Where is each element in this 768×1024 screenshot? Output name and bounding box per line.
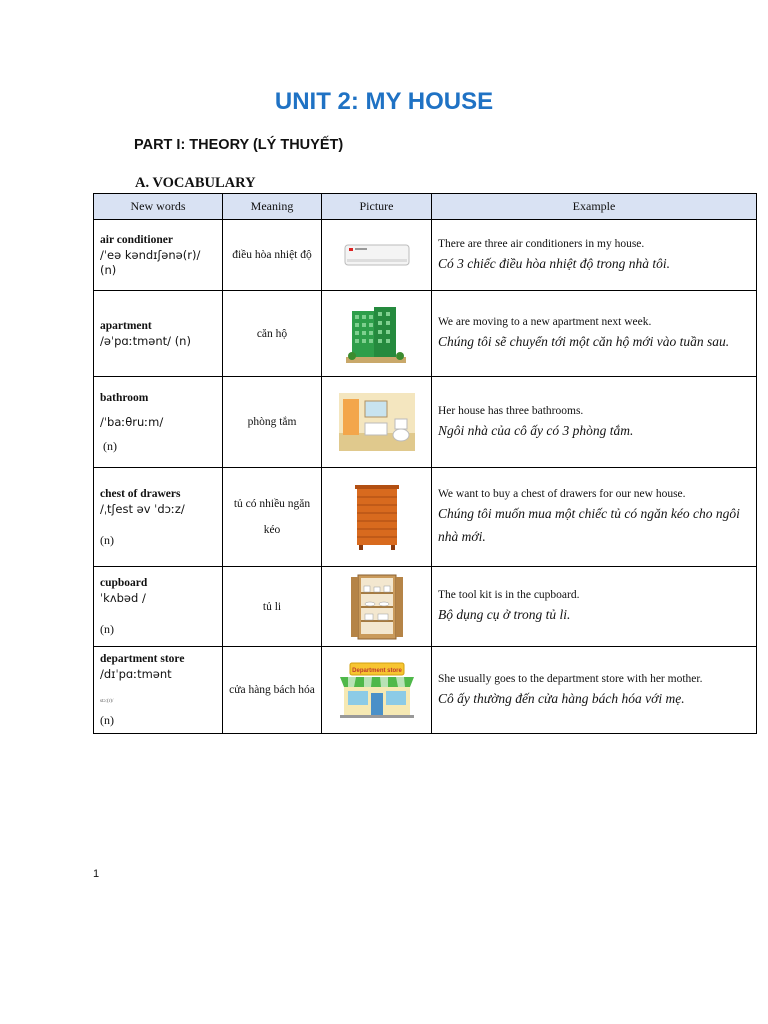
- example-cell: [432, 291, 757, 377]
- word: apartment: [100, 319, 152, 332]
- table-row: [94, 647, 757, 734]
- picture-cell: [322, 377, 432, 468]
- word-cell: [94, 468, 223, 567]
- chest-of-drawers-image: [353, 483, 401, 551]
- picture-cell: [322, 291, 432, 377]
- table-header-row: [94, 194, 757, 220]
- header-new-words: New words: [94, 194, 223, 220]
- meaning-cell: cửa hàng bách hóa: [223, 647, 322, 734]
- table-row: [94, 377, 757, 468]
- department-store-image: [338, 661, 416, 719]
- pronunciation: /dɪˈpɑːtmənt: [100, 667, 172, 681]
- table-row: [94, 567, 757, 647]
- word-cell: [94, 567, 223, 647]
- word: bathroom: [100, 391, 149, 404]
- word-cell: [94, 377, 223, 468]
- example-cell: [432, 567, 757, 647]
- table-row: [94, 220, 757, 291]
- meaning-cell: căn hộ: [223, 291, 322, 377]
- example-english: She usually goes to the department store with her mother.: [438, 672, 703, 685]
- pronunciation: /ˈeə kəndɪʃənə(r)/ (n): [100, 247, 201, 277]
- header-example: Example: [432, 194, 757, 220]
- header-meaning: Meaning: [223, 194, 322, 220]
- example-cell: [432, 377, 757, 468]
- pronunciation: ˈkʌbəd /: [100, 591, 146, 605]
- meaning-cell: phòng tắm: [223, 377, 322, 468]
- picture-cell: [322, 567, 432, 647]
- pronunciation: /ˈbaːθruːm/: [100, 414, 164, 429]
- picture-cell: [322, 647, 432, 734]
- table-row: [94, 468, 757, 567]
- example-cell: [432, 468, 757, 567]
- word-cell: [94, 291, 223, 377]
- meaning-cell: điều hòa nhiệt độ: [223, 220, 322, 291]
- example-vietnamese: Bộ dụng cụ ở trong tủ li.: [438, 607, 571, 622]
- bathroom-image: [339, 393, 415, 451]
- part-of-speech: (n): [103, 438, 117, 453]
- pronunciation: /ˌtʃest əv ˈdɔːz/: [100, 501, 185, 516]
- meaning-cell: tủ li: [223, 567, 322, 647]
- pronunciation: /əˈpɑːtmənt/ (n): [100, 333, 191, 348]
- example-english: We are moving to a new apartment next week.: [438, 316, 652, 328]
- word: department store: [100, 653, 185, 665]
- example-english: The tool kit is in the cupboard.: [438, 589, 580, 601]
- example-english: Her house has three bathrooms.: [438, 404, 584, 417]
- section-heading: A. VOCABULARY: [135, 175, 256, 191]
- air-conditioner-image: [344, 243, 410, 267]
- page-title: UNIT 2: MY HOUSE: [274, 88, 494, 115]
- part-heading: PART I: THEORY (LÝ THUYẾT): [134, 137, 344, 153]
- part-of-speech: (n): [100, 532, 114, 547]
- example-vietnamese: Cô ấy thường đến cửa hàng bách hóa với mẹ.: [438, 690, 685, 706]
- picture-cell: [322, 468, 432, 567]
- pronunciation-continued: stɔː(r)/: [100, 699, 114, 704]
- store-sign-text: Department store: [351, 668, 402, 674]
- example-cell: [432, 647, 757, 734]
- apartment-building-image: [344, 303, 410, 365]
- word: cupboard: [100, 577, 148, 589]
- meaning-cell: tủ có nhiều ngăn kéo: [223, 468, 322, 567]
- header-picture: Picture: [322, 194, 432, 220]
- example-vietnamese: Có 3 chiếc điều hòa nhiệt độ trong nhà tôi.: [438, 255, 670, 271]
- example-vietnamese: Ngôi nhà của cô ấy có 3 phòng tắm.: [438, 422, 634, 438]
- word-cell: [94, 220, 223, 291]
- part-of-speech: (n): [100, 713, 114, 727]
- example-cell: [432, 220, 757, 291]
- word-cell: [94, 647, 223, 734]
- page-number: 1: [93, 868, 100, 880]
- table-row: [94, 291, 757, 377]
- picture-cell: [322, 220, 432, 291]
- word: air conditioner: [100, 233, 173, 246]
- example-english: There are three air conditioners in my house.: [438, 237, 645, 250]
- word: chest of drawers: [100, 487, 181, 500]
- part-of-speech: (n): [100, 622, 114, 636]
- example-english: We want to buy a chest of drawers for our new house.: [438, 488, 686, 500]
- cupboard-image: [350, 573, 404, 641]
- example-vietnamese: Chúng tôi sẽ chuyển tới một căn hộ mới vào tuần sau.: [438, 334, 730, 349]
- example-vietnamese: Chúng tôi muốn mua một chiếc tủ có ngăn kéo cho ngôi nhà mới.: [438, 506, 740, 544]
- vocabulary-table: [93, 193, 757, 734]
